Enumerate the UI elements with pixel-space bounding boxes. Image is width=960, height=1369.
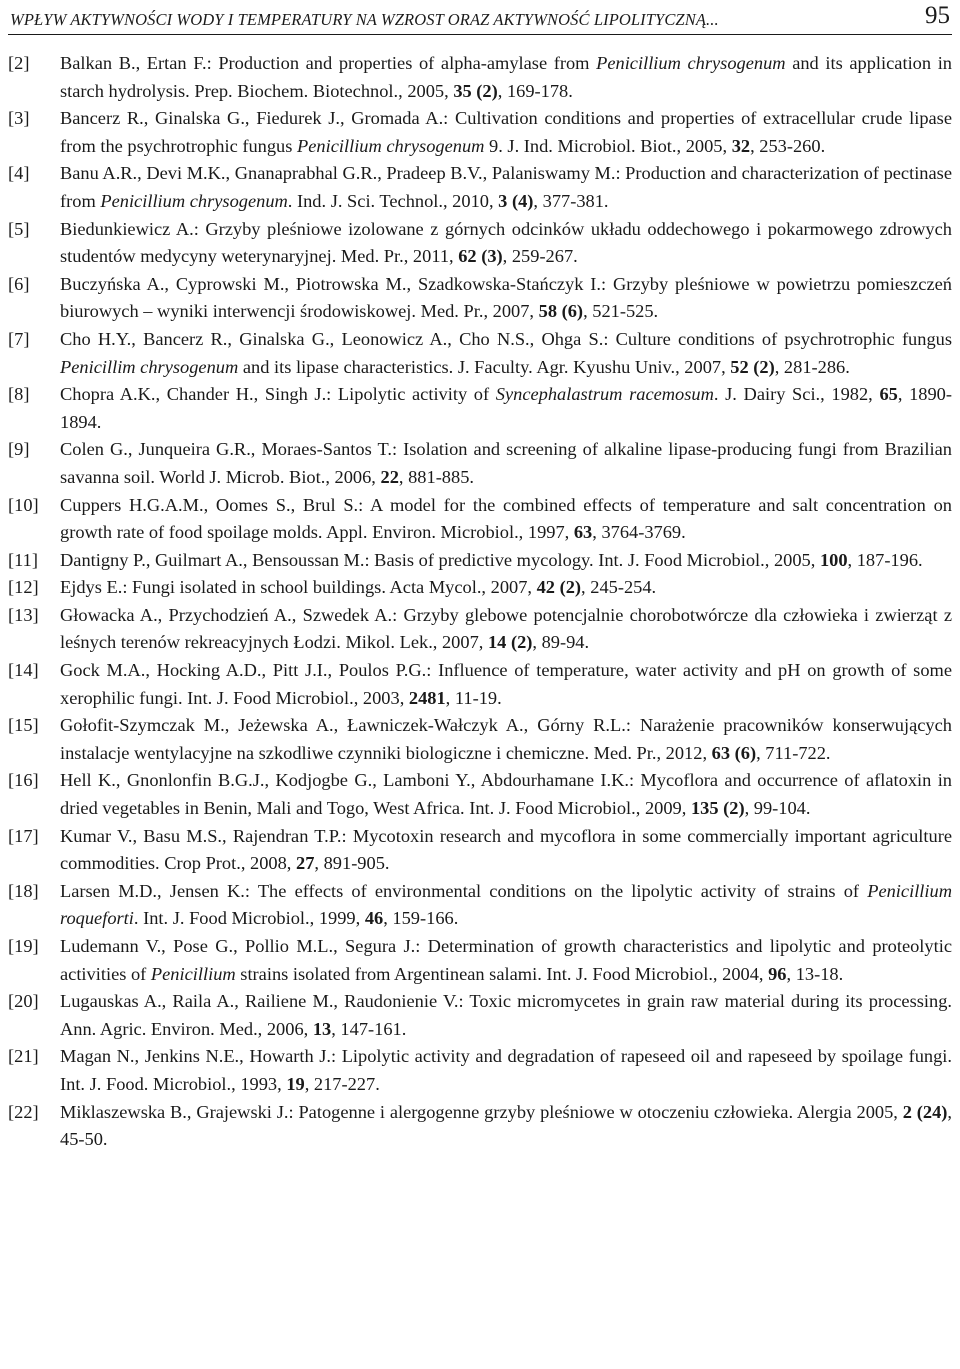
reference-item (8, 1043, 952, 1098)
reference-text (60, 271, 952, 326)
reference-number: [15] (8, 715, 39, 736)
volume-number: 19 (286, 1073, 305, 1094)
reference-item (8, 50, 952, 105)
reference-segment: , 217-227. (304, 1073, 380, 1094)
volume-number: 32 (731, 135, 751, 156)
reference-segment: , 281-286. (774, 356, 850, 377)
reference-item (8, 160, 952, 215)
reference-segment: Miklaszewska B., Grajewski J.: Patogenne i alergogenne grzyby pleśniowe w otoczeniu człowieka. Alergia 2005, (60, 1101, 903, 1122)
reference-segment: , 11-19. (445, 687, 502, 708)
reference-segment: , 245-254. (581, 577, 657, 598)
reference-item (8, 602, 952, 657)
reference-segment: Buczyńska A., Cyprowski M., Piotrowska M., Szadkowska-Stańczyk I.: Grzyby pleśniowe w powietrzu pomieszczeń biurowych – wyniki interwencji środowiskowej. Med. Pr., 2007, (60, 273, 952, 322)
reference-segment: , 169-178. (497, 80, 573, 101)
reference-number: [17] (8, 825, 39, 846)
reference-item (8, 657, 952, 712)
reference-segment: , 891-905. (314, 853, 390, 874)
reference-segment: Banu A.R., Devi M.K., Gnanaprabhal G.R., Pradeep B.V., Palaniswamy M.: Production and characterization of pectinase from (60, 163, 952, 211)
reference-segment: Ejdys E.: Fungi isolated in school buildings. Acta Mycol., 2007, (60, 577, 537, 598)
reference-segment: , 259-267. (502, 246, 578, 267)
reference-segment: , 881-885. (398, 466, 474, 487)
reference-segment: , 253-260. (750, 135, 826, 156)
reference-segment: , 377-381. (533, 190, 609, 211)
reference-item (8, 105, 952, 160)
reference-segment: Bancerz R., Ginalska G., Fiedurek J., Gromada A.: Cultivation conditions and properties of extracellular crude lipase from the psychrotrophic fungus (60, 108, 952, 156)
species-name: Penicillium chrysogenum (297, 135, 485, 156)
reference-segment: Balkan B., Ertan F.: Production and properties of alpha-amylase from (60, 53, 597, 73)
species-name: Penicillium roqueforti (60, 880, 952, 929)
reference-item (8, 988, 952, 1043)
reference-list (8, 50, 952, 1154)
volume-number: 14 (2) (487, 632, 533, 653)
reference-item (8, 326, 952, 381)
reference-segment: Hell K., Gnonlonfin B.G.J., Kodjogbe G., Lamboni Y., Abdourhamane I.K.: Mycoflora and occurrence of aflatoxin in dried vegetables in Benin, Mali and Togo, West Africa. Int. J. Food Microbiol., 2009, (60, 770, 952, 819)
species-name: Syncephalastrum racemosum (495, 384, 714, 405)
reference-segment: and its application in starch hydrolysis. Prep. Biochem. Biotechnol., 2005, (60, 53, 952, 101)
reference-text (60, 602, 952, 657)
reference-text (60, 574, 952, 602)
volume-number: 35 (2) (453, 80, 498, 101)
reference-text (60, 492, 952, 547)
volume-number: 52 (2) (730, 356, 775, 377)
reference-segment: Lugauskas A., Raila A., Railiene M., Raudonienie V.: Toxic micromycetes in grain raw material during its processing. Ann. Agric. Environ. Med., 2006, (60, 991, 952, 1039)
species-name: Penicillium chrysogenum (596, 53, 786, 73)
reference-item (8, 823, 952, 878)
reference-text (60, 878, 952, 933)
reference-number: [16] (8, 770, 39, 791)
reference-number: [20] (8, 991, 39, 1012)
reference-item (8, 492, 952, 547)
reference-text (60, 1043, 952, 1098)
reference-text (60, 436, 952, 491)
reference-text (60, 547, 952, 575)
reference-text (60, 767, 952, 822)
volume-number: 2 (24) (902, 1101, 948, 1122)
reference-segment: , 187-196. (847, 549, 923, 570)
reference-item (8, 436, 952, 491)
volume-number: 63 (573, 522, 593, 543)
volume-number: 22 (380, 466, 399, 487)
reference-segment: Kumar V., Basu M.S., Rajendran T.P.: Mycotoxin research and mycoflora in some commercially important agriculture commodities. Crop Prot., 2008, (60, 825, 952, 874)
volume-number: 2481 (408, 687, 446, 708)
reference-item (8, 767, 952, 822)
reference-text (60, 657, 952, 712)
running-title: WPŁYW AKTYWNOŚCI WODY I TEMPERATURY NA WZROST ORAZ AKTYWNOŚĆ LIPOLITYCZNĄ... (10, 10, 719, 29)
reference-segment: . J. Dairy Sci., 1982, (713, 384, 880, 405)
reference-segment: , 159-166. (383, 908, 459, 929)
reference-text (60, 381, 952, 436)
reference-number: [11] (8, 549, 38, 570)
volume-number: 135 (2) (690, 798, 745, 819)
reference-segment: and its lipase characteristics. J. Faculty. Agr. Kyushu Univ., 2007, (238, 356, 731, 377)
volume-number: 63 (6) (711, 742, 757, 763)
reference-item (8, 547, 952, 575)
reference-text (60, 216, 952, 271)
volume-number: 96 (768, 963, 787, 984)
reference-number: [18] (8, 880, 39, 901)
reference-number: [10] (8, 494, 39, 515)
reference-segment: Ludemann V., Pose G., Pollio M.L., Segura J.: Determination of growth characteristics and lipolytic and proteolytic activities of (60, 936, 952, 984)
reference-segment: Głowacka A., Przychodzień A., Szwedek A.: Grzyby glebowe potencjalnie chorobotwórcze dla człowieka i zwierząt z leśnych terenów rekreacyjnych Łodzi. Mikol. Lek., 2007, (60, 604, 952, 653)
reference-segment: , 521-525. (583, 301, 659, 322)
volume-number: 42 (2) (536, 577, 582, 598)
reference-text (60, 50, 952, 105)
reference-number: [13] (8, 604, 39, 625)
reference-item (8, 216, 952, 271)
page-number: 95 (925, 2, 950, 29)
reference-text (60, 160, 952, 215)
volume-number: 13 (312, 1018, 332, 1039)
reference-number: [6] (8, 273, 30, 294)
reference-segment: strains isolated from Argentinean salami. Int. J. Food Microbiol., 2004, (235, 963, 769, 984)
reference-number: [8] (8, 384, 30, 405)
reference-item (8, 1099, 952, 1154)
species-name: Penicillium chrysogenum (100, 190, 288, 211)
reference-text (60, 823, 952, 878)
reference-item (8, 933, 952, 988)
reference-segment: Biedunkiewicz A.: Grzyby pleśniowe izolowane z górnych odcinków układu oddechowego i pokarmowego zdrowych studentów medycyny weterynaryjnej. Med. Pr., 2011, (60, 218, 952, 267)
volume-number: 58 (6) (538, 301, 584, 322)
species-name: Penicillium (150, 963, 236, 984)
reference-number: [12] (8, 577, 39, 598)
reference-number: [19] (8, 936, 39, 956)
reference-segment: Cho H.Y., Bancerz R., Ginalska G., Leonowicz A., Cho N.S., Ohga S.: Culture conditions of psychrotrophic fungus (60, 328, 952, 349)
reference-segment: , 99-104. (744, 798, 811, 819)
volume-number: 62 (3) (458, 246, 503, 267)
reference-number: [3] (8, 108, 30, 129)
reference-segment: Magan N., Jenkins N.E., Howarth J.: Lipolytic activity and degradation of rapeseed oil and rapeseed by spoilage fungi. Int. J. Food. Microbiol., 1993, (60, 1046, 952, 1094)
reference-segment: Larsen M.D., Jensen K.: The effects of environmental conditions on the lipolytic activity of strains of (60, 880, 868, 901)
reference-item (8, 712, 952, 767)
reference-segment: . Int. J. Food Microbiol., 1999, (133, 908, 365, 929)
reference-segment: . Ind. J. Sci. Technol., 2010, (287, 190, 499, 211)
reference-segment: , 3764-3769. (592, 522, 686, 543)
reference-number: [2] (8, 53, 30, 73)
reference-item (8, 271, 952, 326)
species-name: Penicillim chrysogenum (60, 356, 239, 377)
reference-text (60, 988, 952, 1043)
reference-segment: , 147-161. (331, 1018, 407, 1039)
reference-number: [9] (8, 439, 30, 460)
reference-number: [4] (8, 163, 30, 184)
volume-number: 100 (819, 549, 848, 570)
reference-text (60, 1099, 952, 1154)
volume-number: 27 (296, 853, 315, 874)
volume-number: 3 (4) (498, 190, 534, 211)
reference-number: [14] (8, 660, 39, 681)
reference-segment: , 1890-1894. (60, 384, 952, 432)
reference-text (60, 105, 952, 160)
reference-number: [7] (8, 328, 30, 349)
reference-segment: 9. J. Ind. Microbiol. Biot., 2005, (484, 135, 732, 156)
reference-item (8, 878, 952, 933)
reference-segment: Cuppers H.G.A.M., Oomes S., Brul S.: A model for the combined effects of temperature and salt concentration on growth rate of food spoilage molds. Appl. Environ. Microbiol., 1997, (60, 494, 952, 543)
reference-segment: , 711-722. (756, 742, 831, 763)
page-header (8, 0, 952, 35)
reference-number: [21] (8, 1046, 39, 1067)
reference-segment: Colen G., Junqueira G.R., Moraes-Santos T.: Isolation and screening of alkaline lipase-producing fungi from Brazilian savanna soil. World J. Microb. Biot., 2006, (60, 439, 952, 487)
reference-segment: Dantigny P., Guilmart A., Bensoussan M.: Basis of predictive mycology. Int. J. Food Microbiol., 2005, (60, 549, 820, 570)
reference-item (8, 574, 952, 602)
volume-number: 65 (879, 384, 898, 405)
reference-segment: , 13-18. (786, 963, 844, 984)
reference-segment: Gock M.A., Hocking A.D., Pitt J.I., Poulos P.G.: Influence of temperature, water activity and pH on growth of some xerophilic fungi. Int. J. Food Microbiol., 2003, (60, 660, 952, 708)
reference-segment: Gołofit-Szymczak M., Jeżewska A., Ławniczek-Wałczyk A., Górny R.L.: Narażenie pracowników konserwujących instalacje wentylacyjne na szkodliwe czynniki biologiczne i chemiczne. Med. Pr., 2012, (60, 715, 952, 763)
reference-number: [22] (8, 1101, 39, 1122)
reference-text (60, 712, 952, 767)
reference-segment: Chopra A.K., Chander H., Singh J.: Lipolytic activity of (60, 384, 496, 405)
reference-segment: , 45-50. (60, 1101, 952, 1150)
volume-number: 46 (364, 908, 384, 929)
reference-item (8, 381, 952, 436)
reference-text (60, 326, 952, 381)
reference-text (60, 933, 952, 988)
reference-number: [5] (8, 218, 30, 239)
reference-segment: , 89-94. (532, 632, 590, 653)
